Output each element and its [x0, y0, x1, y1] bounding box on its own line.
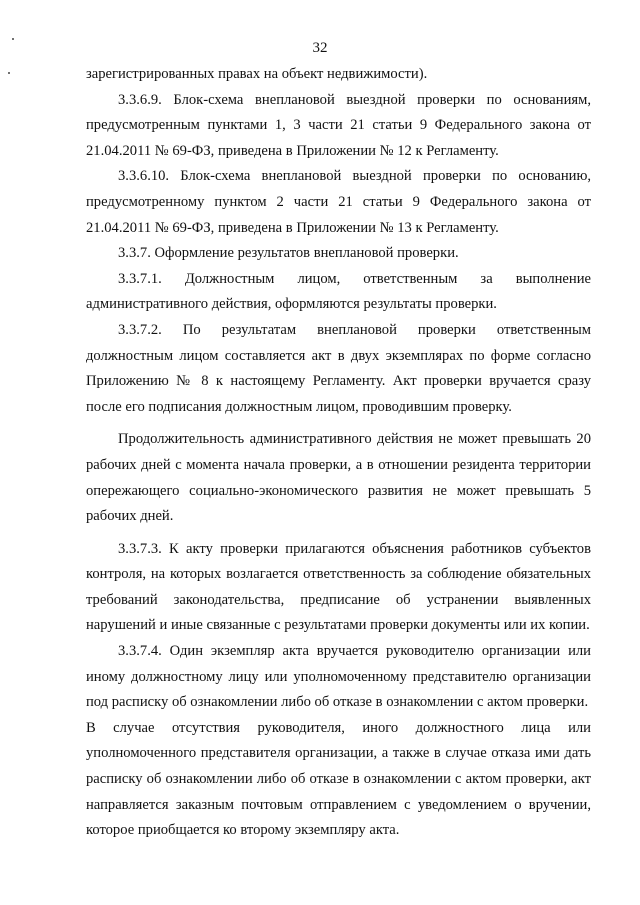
- page-number: 32: [312, 40, 328, 56]
- paragraph-absence-case: В случае отсутствия руководителя, иного должностного лица или уполномоченного представителя организации, а также в случае отказа ими дать расписку об ознакомлении либо об отказе в ознакомлении с актом проверки, акт направляется заказным почтовым отправлением с уведомлением о вручении, которое приобщается ко второму экземпляру акта.: [86, 719, 591, 839]
- paragraph-3-3-7-4: 3.3.7.4. Один экземпляр акта вручается руководителю организации или иному должностному лицу или уполномоченному представителю организации под расписку об ознакомлении либо об отказе в ознакомлении с актом проверки.: [86, 643, 591, 711]
- paragraph-3-3-7: 3.3.7. Оформление результатов внеплановой проверки.: [118, 245, 459, 262]
- scan-speck: [8, 72, 10, 74]
- paragraph-3-3-7-2: 3.3.7.2. По результатам внеплановой проверки ответственным должностным лицом составляется акт в двух экземплярах по форме согласно Приложению № 8 к настоящему Регламенту. Акт проверки вручается сразу после его подписания должностным лицом, проводившим проверку.: [86, 321, 591, 415]
- paragraph-3-3-6-10: 3.3.6.10. Блок-схема внеплановой выездной проверки по основанию, предусмотренному пунктом 2 части 21 статьи 9 Федерального закона от 21.04.2011 № 69-ФЗ, приведена в Приложении № 13 к Регламенту.: [86, 168, 591, 236]
- paragraph-duration: Продолжительность административного действия не может превышать 20 рабочих дней с момента начала проверки, а в отношении резидента территории опережающего социально-экономического развития не может превышать 5 рабочих дней.: [86, 431, 591, 525]
- paragraph-3-3-7-3: 3.3.7.3. К акту проверки прилагаются объяснения работников субъектов контроля, на которых возлагается ответственность за соблюдение обязательных требований законодательства, предписание об устранении выявленных нарушений и иные связанные с результатами проверки документы или их копии.: [86, 540, 591, 634]
- paragraph-3-3-7-1: 3.3.7.1. Должностным лицом, ответственным за выполнение административного действия, оформляются результаты проверки.: [86, 270, 591, 313]
- paragraph-continuation: зарегистрированных правах на объект недвижимости).: [86, 66, 428, 82]
- document-body: [86, 62, 591, 844]
- paragraph-3-3-6-9: 3.3.6.9. Блок-схема внеплановой выездной проверки по основаниям, предусмотренным пунктами 1, 3 части 21 статьи 9 Федерального закона от 21.04.2011 № 69-ФЗ, приведена в Приложении № 12 к Регламенту.: [86, 91, 591, 159]
